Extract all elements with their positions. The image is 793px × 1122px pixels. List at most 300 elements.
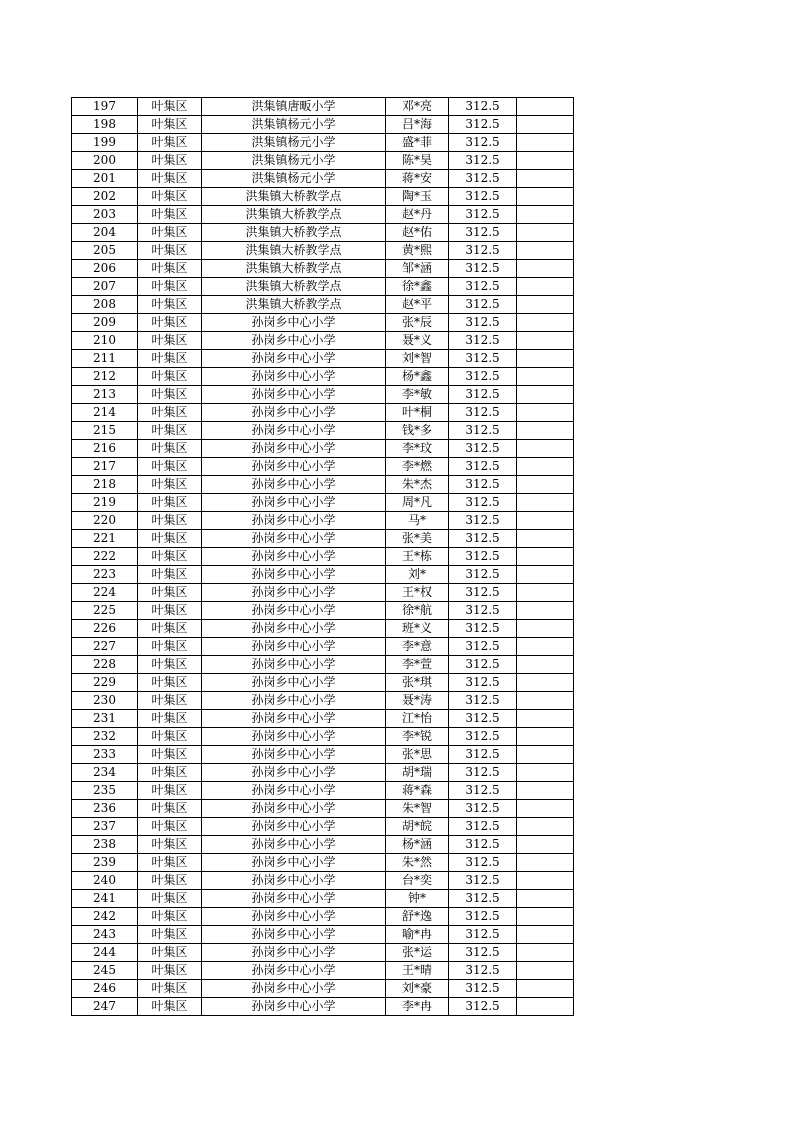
district-cell: 叶集区	[138, 908, 202, 926]
blank-cell	[517, 746, 574, 764]
table-row	[72, 638, 574, 656]
table-row	[72, 260, 574, 278]
row-number-cell: 233	[72, 746, 138, 764]
score-cell: 312.5	[449, 890, 517, 908]
row-number-cell: 238	[72, 836, 138, 854]
table-row	[72, 296, 574, 314]
school-cell: 洪集镇杨元小学	[202, 134, 386, 152]
score-cell: 312.5	[449, 800, 517, 818]
row-number-cell: 210	[72, 332, 138, 350]
row-number-cell: 237	[72, 818, 138, 836]
blank-cell	[517, 98, 574, 116]
blank-cell	[517, 872, 574, 890]
blank-cell	[517, 242, 574, 260]
student-name-cell: 赵*佑	[386, 224, 449, 242]
table-row	[72, 872, 574, 890]
score-cell: 312.5	[449, 620, 517, 638]
blank-cell	[517, 692, 574, 710]
row-number-cell: 239	[72, 854, 138, 872]
student-name-cell: 赵*丹	[386, 206, 449, 224]
student-name-cell: 王*栋	[386, 548, 449, 566]
student-name-cell: 李*锐	[386, 728, 449, 746]
district-cell: 叶集区	[138, 710, 202, 728]
district-cell: 叶集区	[138, 530, 202, 548]
student-name-cell: 张*辰	[386, 314, 449, 332]
student-name-cell: 陈*昊	[386, 152, 449, 170]
school-cell: 孙岗乡中心小学	[202, 566, 386, 584]
blank-cell	[517, 584, 574, 602]
row-number-cell: 208	[72, 296, 138, 314]
table-row	[72, 134, 574, 152]
district-cell: 叶集区	[138, 494, 202, 512]
student-name-cell: 朱*然	[386, 854, 449, 872]
table-row	[72, 152, 574, 170]
blank-cell	[517, 512, 574, 530]
table-row	[72, 674, 574, 692]
roster-sheet	[71, 97, 574, 1016]
table-row	[72, 710, 574, 728]
district-cell: 叶集区	[138, 440, 202, 458]
district-cell: 叶集区	[138, 926, 202, 944]
student-name-cell: 张*运	[386, 944, 449, 962]
district-cell: 叶集区	[138, 998, 202, 1016]
table-row	[72, 692, 574, 710]
district-cell: 叶集区	[138, 134, 202, 152]
school-cell: 洪集镇大桥教学点	[202, 278, 386, 296]
score-cell: 312.5	[449, 404, 517, 422]
district-cell: 叶集区	[138, 458, 202, 476]
district-cell: 叶集区	[138, 332, 202, 350]
table-row	[72, 818, 574, 836]
school-cell: 孙岗乡中心小学	[202, 494, 386, 512]
school-cell: 孙岗乡中心小学	[202, 782, 386, 800]
blank-cell	[517, 836, 574, 854]
school-cell: 孙岗乡中心小学	[202, 476, 386, 494]
blank-cell	[517, 908, 574, 926]
table-row	[72, 728, 574, 746]
table-row	[72, 746, 574, 764]
score-cell: 312.5	[449, 386, 517, 404]
district-cell: 叶集区	[138, 152, 202, 170]
student-name-cell: 蒋*安	[386, 170, 449, 188]
district-cell: 叶集区	[138, 260, 202, 278]
student-name-cell: 杨*涵	[386, 836, 449, 854]
student-name-cell: 赵*平	[386, 296, 449, 314]
table-row	[72, 962, 574, 980]
blank-cell	[517, 548, 574, 566]
student-name-cell: 刘*豪	[386, 980, 449, 998]
roster-body	[72, 98, 574, 1016]
district-cell: 叶集区	[138, 692, 202, 710]
blank-cell	[517, 458, 574, 476]
score-cell: 312.5	[449, 260, 517, 278]
table-row	[72, 566, 574, 584]
row-number-cell: 206	[72, 260, 138, 278]
blank-cell	[517, 296, 574, 314]
district-cell: 叶集区	[138, 584, 202, 602]
school-cell: 洪集镇大桥教学点	[202, 224, 386, 242]
score-cell: 312.5	[449, 782, 517, 800]
table-row	[72, 854, 574, 872]
row-number-cell: 244	[72, 944, 138, 962]
table-row	[72, 332, 574, 350]
score-cell: 312.5	[449, 548, 517, 566]
school-cell: 洪集镇唐畈小学	[202, 98, 386, 116]
school-cell: 孙岗乡中心小学	[202, 530, 386, 548]
table-row	[72, 116, 574, 134]
row-number-cell: 209	[72, 314, 138, 332]
district-cell: 叶集区	[138, 314, 202, 332]
student-name-cell: 邓*亮	[386, 98, 449, 116]
score-cell: 312.5	[449, 494, 517, 512]
row-number-cell: 243	[72, 926, 138, 944]
score-cell: 312.5	[449, 962, 517, 980]
school-cell: 孙岗乡中心小学	[202, 332, 386, 350]
score-cell: 312.5	[449, 188, 517, 206]
blank-cell	[517, 782, 574, 800]
table-row	[72, 602, 574, 620]
score-cell: 312.5	[449, 224, 517, 242]
student-name-cell: 钱*多	[386, 422, 449, 440]
score-cell: 312.5	[449, 332, 517, 350]
score-cell: 312.5	[449, 980, 517, 998]
school-cell: 孙岗乡中心小学	[202, 908, 386, 926]
row-number-cell: 215	[72, 422, 138, 440]
school-cell: 洪集镇大桥教学点	[202, 296, 386, 314]
student-name-cell: 舒*逸	[386, 908, 449, 926]
student-name-cell: 聂*义	[386, 332, 449, 350]
school-cell: 孙岗乡中心小学	[202, 638, 386, 656]
row-number-cell: 217	[72, 458, 138, 476]
blank-cell	[517, 350, 574, 368]
school-cell: 孙岗乡中心小学	[202, 944, 386, 962]
blank-cell	[517, 710, 574, 728]
row-number-cell: 219	[72, 494, 138, 512]
student-name-cell: 张*美	[386, 530, 449, 548]
score-cell: 312.5	[449, 602, 517, 620]
student-name-cell: 台*奕	[386, 872, 449, 890]
score-cell: 312.5	[449, 764, 517, 782]
table-row	[72, 386, 574, 404]
student-name-cell: 王*晴	[386, 962, 449, 980]
table-row	[72, 800, 574, 818]
score-cell: 312.5	[449, 836, 517, 854]
score-cell: 312.5	[449, 206, 517, 224]
table-row	[72, 224, 574, 242]
blank-cell	[517, 926, 574, 944]
district-cell: 叶集区	[138, 242, 202, 260]
row-number-cell: 221	[72, 530, 138, 548]
table-row	[72, 494, 574, 512]
blank-cell	[517, 206, 574, 224]
blank-cell	[517, 332, 574, 350]
row-number-cell: 207	[72, 278, 138, 296]
school-cell: 洪集镇大桥教学点	[202, 206, 386, 224]
student-name-cell: 班*义	[386, 620, 449, 638]
row-number-cell: 226	[72, 620, 138, 638]
district-cell: 叶集区	[138, 980, 202, 998]
score-cell: 312.5	[449, 530, 517, 548]
row-number-cell: 222	[72, 548, 138, 566]
student-name-cell: 周*凡	[386, 494, 449, 512]
student-name-cell: 李*玟	[386, 440, 449, 458]
student-name-cell: 马*	[386, 512, 449, 530]
student-name-cell: 邹*涵	[386, 260, 449, 278]
school-cell: 孙岗乡中心小学	[202, 800, 386, 818]
blank-cell	[517, 728, 574, 746]
blank-cell	[517, 134, 574, 152]
student-name-cell: 王*权	[386, 584, 449, 602]
school-cell: 孙岗乡中心小学	[202, 584, 386, 602]
school-cell: 孙岗乡中心小学	[202, 692, 386, 710]
table-row	[72, 548, 574, 566]
district-cell: 叶集区	[138, 296, 202, 314]
score-cell: 312.5	[449, 170, 517, 188]
district-cell: 叶集区	[138, 962, 202, 980]
blank-cell	[517, 602, 574, 620]
row-number-cell: 213	[72, 386, 138, 404]
school-cell: 洪集镇杨元小学	[202, 116, 386, 134]
student-name-cell: 喻*冉	[386, 926, 449, 944]
row-number-cell: 214	[72, 404, 138, 422]
row-number-cell: 198	[72, 116, 138, 134]
score-cell: 312.5	[449, 584, 517, 602]
student-name-cell: 刘*	[386, 566, 449, 584]
blank-cell	[517, 260, 574, 278]
row-number-cell: 228	[72, 656, 138, 674]
row-number-cell: 201	[72, 170, 138, 188]
blank-cell	[517, 998, 574, 1016]
district-cell: 叶集区	[138, 188, 202, 206]
student-name-cell: 张*思	[386, 746, 449, 764]
table-row	[72, 890, 574, 908]
student-name-cell: 陶*玉	[386, 188, 449, 206]
row-number-cell: 211	[72, 350, 138, 368]
table-row	[72, 170, 574, 188]
score-cell: 312.5	[449, 458, 517, 476]
student-name-cell: 钟*	[386, 890, 449, 908]
student-name-cell: 蒋*森	[386, 782, 449, 800]
district-cell: 叶集区	[138, 890, 202, 908]
table-row	[72, 764, 574, 782]
row-number-cell: 235	[72, 782, 138, 800]
score-cell: 312.5	[449, 638, 517, 656]
district-cell: 叶集区	[138, 782, 202, 800]
table-row	[72, 404, 574, 422]
score-cell: 312.5	[449, 278, 517, 296]
blank-cell	[517, 962, 574, 980]
district-cell: 叶集区	[138, 602, 202, 620]
student-name-cell: 刘*智	[386, 350, 449, 368]
blank-cell	[517, 890, 574, 908]
school-cell: 洪集镇杨元小学	[202, 152, 386, 170]
school-cell: 孙岗乡中心小学	[202, 548, 386, 566]
score-cell: 312.5	[449, 998, 517, 1016]
blank-cell	[517, 566, 574, 584]
table-row	[72, 206, 574, 224]
row-number-cell: 218	[72, 476, 138, 494]
school-cell: 洪集镇大桥教学点	[202, 242, 386, 260]
table-row	[72, 98, 574, 116]
school-cell: 孙岗乡中心小学	[202, 440, 386, 458]
school-cell: 孙岗乡中心小学	[202, 980, 386, 998]
blank-cell	[517, 278, 574, 296]
school-cell: 孙岗乡中心小学	[202, 746, 386, 764]
score-cell: 312.5	[449, 692, 517, 710]
blank-cell	[517, 386, 574, 404]
row-number-cell: 224	[72, 584, 138, 602]
district-cell: 叶集区	[138, 818, 202, 836]
district-cell: 叶集区	[138, 350, 202, 368]
district-cell: 叶集区	[138, 854, 202, 872]
district-cell: 叶集区	[138, 170, 202, 188]
table-row	[72, 998, 574, 1016]
school-cell: 孙岗乡中心小学	[202, 710, 386, 728]
table-row	[72, 458, 574, 476]
score-cell: 312.5	[449, 746, 517, 764]
table-row	[72, 782, 574, 800]
score-cell: 312.5	[449, 566, 517, 584]
row-number-cell: 241	[72, 890, 138, 908]
school-cell: 孙岗乡中心小学	[202, 728, 386, 746]
table-row	[72, 242, 574, 260]
district-cell: 叶集区	[138, 746, 202, 764]
school-cell: 孙岗乡中心小学	[202, 620, 386, 638]
blank-cell	[517, 494, 574, 512]
table-row	[72, 422, 574, 440]
row-number-cell: 234	[72, 764, 138, 782]
school-cell: 孙岗乡中心小学	[202, 854, 386, 872]
row-number-cell: 247	[72, 998, 138, 1016]
blank-cell	[517, 980, 574, 998]
table-row	[72, 908, 574, 926]
table-row	[72, 836, 574, 854]
district-cell: 叶集区	[138, 638, 202, 656]
student-name-cell: 李*敏	[386, 386, 449, 404]
row-number-cell: 231	[72, 710, 138, 728]
district-cell: 叶集区	[138, 728, 202, 746]
row-number-cell: 242	[72, 908, 138, 926]
blank-cell	[517, 818, 574, 836]
student-name-cell: 杨*鑫	[386, 368, 449, 386]
school-cell: 孙岗乡中心小学	[202, 422, 386, 440]
score-cell: 312.5	[449, 818, 517, 836]
student-name-cell: 朱*智	[386, 800, 449, 818]
student-name-cell: 江*怡	[386, 710, 449, 728]
table-row	[72, 980, 574, 998]
school-cell: 孙岗乡中心小学	[202, 872, 386, 890]
row-number-cell: 220	[72, 512, 138, 530]
school-cell: 孙岗乡中心小学	[202, 962, 386, 980]
district-cell: 叶集区	[138, 422, 202, 440]
blank-cell	[517, 620, 574, 638]
blank-cell	[517, 404, 574, 422]
table-row	[72, 656, 574, 674]
school-cell: 孙岗乡中心小学	[202, 674, 386, 692]
school-cell: 孙岗乡中心小学	[202, 818, 386, 836]
student-name-cell: 李*冉	[386, 998, 449, 1016]
table-row	[72, 314, 574, 332]
district-cell: 叶集区	[138, 620, 202, 638]
score-cell: 312.5	[449, 476, 517, 494]
table-row	[72, 584, 574, 602]
row-number-cell: 205	[72, 242, 138, 260]
score-cell: 312.5	[449, 908, 517, 926]
score-cell: 312.5	[449, 656, 517, 674]
blank-cell	[517, 800, 574, 818]
blank-cell	[517, 368, 574, 386]
score-cell: 312.5	[449, 710, 517, 728]
school-cell: 孙岗乡中心小学	[202, 890, 386, 908]
table-row	[72, 476, 574, 494]
student-name-cell: 盛*菲	[386, 134, 449, 152]
district-cell: 叶集区	[138, 404, 202, 422]
score-cell: 312.5	[449, 368, 517, 386]
row-number-cell: 229	[72, 674, 138, 692]
row-number-cell: 200	[72, 152, 138, 170]
school-cell: 孙岗乡中心小学	[202, 926, 386, 944]
blank-cell	[517, 116, 574, 134]
blank-cell	[517, 530, 574, 548]
district-cell: 叶集区	[138, 656, 202, 674]
blank-cell	[517, 656, 574, 674]
score-cell: 312.5	[449, 440, 517, 458]
blank-cell	[517, 314, 574, 332]
student-name-cell: 徐*鑫	[386, 278, 449, 296]
score-cell: 312.5	[449, 926, 517, 944]
table-row	[72, 530, 574, 548]
blank-cell	[517, 944, 574, 962]
student-name-cell: 徐*航	[386, 602, 449, 620]
blank-cell	[517, 638, 574, 656]
student-name-cell: 叶*桐	[386, 404, 449, 422]
score-cell: 312.5	[449, 512, 517, 530]
school-cell: 孙岗乡中心小学	[202, 386, 386, 404]
district-cell: 叶集区	[138, 764, 202, 782]
score-cell: 312.5	[449, 242, 517, 260]
table-row	[72, 368, 574, 386]
district-cell: 叶集区	[138, 224, 202, 242]
school-cell: 孙岗乡中心小学	[202, 998, 386, 1016]
district-cell: 叶集区	[138, 566, 202, 584]
score-cell: 312.5	[449, 98, 517, 116]
district-cell: 叶集区	[138, 548, 202, 566]
score-cell: 312.5	[449, 350, 517, 368]
score-cell: 312.5	[449, 116, 517, 134]
district-cell: 叶集区	[138, 278, 202, 296]
blank-cell	[517, 476, 574, 494]
student-name-cell: 胡*瑞	[386, 764, 449, 782]
row-number-cell: 230	[72, 692, 138, 710]
district-cell: 叶集区	[138, 800, 202, 818]
student-name-cell: 李*萱	[386, 656, 449, 674]
table-row	[72, 512, 574, 530]
district-cell: 叶集区	[138, 836, 202, 854]
school-cell: 孙岗乡中心小学	[202, 368, 386, 386]
blank-cell	[517, 440, 574, 458]
student-name-cell: 李*燃	[386, 458, 449, 476]
school-cell: 孙岗乡中心小学	[202, 350, 386, 368]
score-cell: 312.5	[449, 872, 517, 890]
score-cell: 312.5	[449, 422, 517, 440]
blank-cell	[517, 152, 574, 170]
blank-cell	[517, 764, 574, 782]
score-cell: 312.5	[449, 134, 517, 152]
school-cell: 孙岗乡中心小学	[202, 512, 386, 530]
school-cell: 孙岗乡中心小学	[202, 404, 386, 422]
table-row	[72, 350, 574, 368]
school-cell: 孙岗乡中心小学	[202, 764, 386, 782]
